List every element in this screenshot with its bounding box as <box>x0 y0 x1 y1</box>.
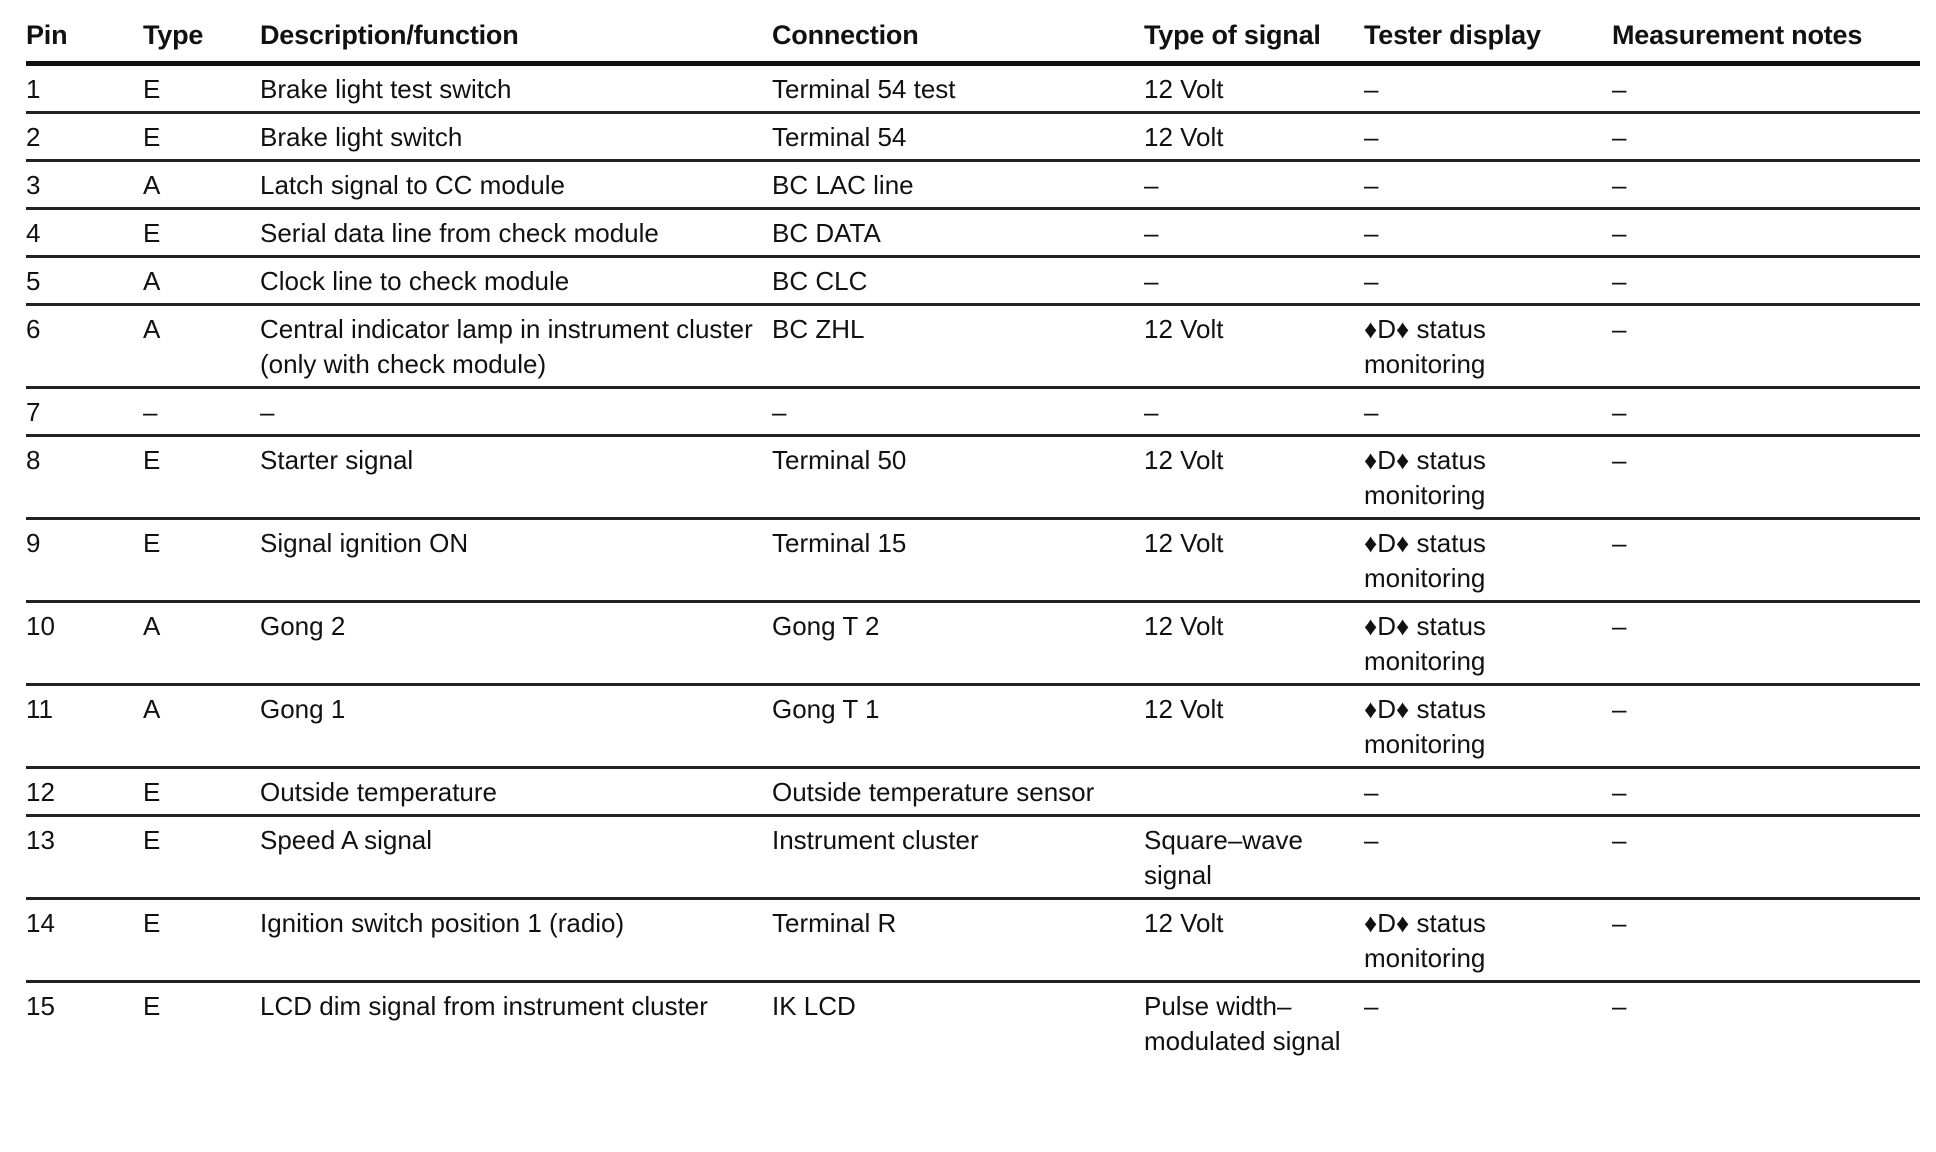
cell-measurement-notes: – <box>1612 257 1920 305</box>
cell-description: Ignition switch position 1 (radio) <box>260 899 772 982</box>
cell-type: A <box>143 257 260 305</box>
cell-measurement-notes: – <box>1612 388 1920 436</box>
cell-tester-display: – <box>1364 257 1612 305</box>
header-description: Description/function <box>260 18 772 64</box>
table-row <box>26 436 1920 519</box>
cell-pin: 7 <box>26 388 143 436</box>
header-connection: Connection <box>772 18 1144 64</box>
cell-measurement-notes: – <box>1612 899 1920 982</box>
table-row <box>26 602 1920 685</box>
cell-tester-display: – <box>1364 113 1612 161</box>
cell-type: A <box>143 685 260 768</box>
cell-type: E <box>143 519 260 602</box>
cell-description: Serial data line from check module <box>260 209 772 257</box>
cell-tester-display: ♦D♦ status monitoring <box>1364 685 1612 768</box>
cell-type: E <box>143 991 161 1021</box>
cell-signal-type: Pulse width–modulated signal <box>1144 991 1341 1056</box>
cell-type: A <box>143 305 260 388</box>
cell-signal-type: – <box>1144 257 1364 305</box>
cell-pin: 4 <box>26 209 143 257</box>
header-type: Type <box>143 18 260 64</box>
cell-pin: 6 <box>26 305 143 388</box>
cell-connection: Terminal 54 <box>772 113 1144 161</box>
cell-tester-display: – <box>1364 209 1612 257</box>
cell-measurement-notes: – <box>1612 768 1920 816</box>
table-row <box>26 816 1920 899</box>
cell-connection: Instrument cluster <box>772 816 1144 899</box>
header-signal-type: Type of signal <box>1144 18 1364 64</box>
cell-tester-display: – <box>1364 64 1612 113</box>
table-row <box>26 305 1920 388</box>
cell-pin: 9 <box>26 519 143 602</box>
cell-measurement-notes: – <box>1612 305 1920 388</box>
cell-measurement-notes: – <box>1612 64 1920 113</box>
cell-connection: Terminal 15 <box>772 519 1144 602</box>
cell-connection: Terminal 54 test <box>772 64 1144 113</box>
table-row <box>26 64 1920 113</box>
pin-assignment-page <box>26 18 1920 1063</box>
cell-signal-type: 12 Volt <box>1144 305 1364 388</box>
cell-pin: 5 <box>26 257 143 305</box>
cell-description: – <box>260 388 772 436</box>
table-row <box>26 161 1920 209</box>
cell-signal-type: 12 Volt <box>1144 436 1364 519</box>
cell-tester-display: – <box>1364 388 1612 436</box>
cell-measurement-notes: – <box>1612 209 1920 257</box>
cell-pin: 10 <box>26 602 143 685</box>
cell-description: Outside temperature <box>260 768 772 816</box>
cell-connection: BC ZHL <box>772 305 1144 388</box>
cell-signal-type: – <box>1144 209 1364 257</box>
cell-connection: Outside temperature sensor <box>772 768 1144 816</box>
header-pin: Pin <box>26 18 143 64</box>
cell-pin: 1 <box>26 64 143 113</box>
cell-type: E <box>143 209 260 257</box>
cell-description: Brake light test switch <box>260 64 772 113</box>
pin-assignment-table <box>26 18 1920 1063</box>
cell-description: Gong 1 <box>260 685 772 768</box>
cell-connection: – <box>772 388 1144 436</box>
cell-pin: 14 <box>26 899 143 982</box>
cell-measurement-notes: – <box>1612 602 1920 685</box>
cell-signal-type <box>1144 768 1364 816</box>
cell-tester-display: – <box>1364 816 1612 899</box>
cell-measurement-notes: – <box>1612 161 1920 209</box>
cell-description: Starter signal <box>260 436 772 519</box>
header-row <box>26 18 1920 64</box>
cell-pin: 13 <box>26 816 143 899</box>
cell-type: – <box>143 388 260 436</box>
cell-signal-type: – <box>1144 388 1364 436</box>
cell-pin: 2 <box>26 113 143 161</box>
table-row <box>26 685 1920 768</box>
table-row <box>26 519 1920 602</box>
cell-type: A <box>143 602 260 685</box>
cell-type: E <box>143 768 260 816</box>
cell-type: E <box>143 899 260 982</box>
table-row <box>26 899 1920 982</box>
cell-description: Signal ignition ON <box>260 519 772 602</box>
cell-signal-type: 12 Volt <box>1144 113 1364 161</box>
cell-pin: 8 <box>26 436 143 519</box>
cell-connection: Gong T 2 <box>772 602 1144 685</box>
cell-signal-type: 12 Volt <box>1144 519 1364 602</box>
table-header <box>26 18 1920 64</box>
cell-tester-display: – <box>1364 161 1612 209</box>
cell-connection: BC LAC line <box>772 161 1144 209</box>
cell-description: Brake light switch <box>260 113 772 161</box>
cell-type: A <box>143 161 260 209</box>
cell-tester-display: ♦D♦ status monitoring <box>1364 899 1612 982</box>
cell-description: Gong 2 <box>260 602 772 685</box>
cell-connection: BC CLC <box>772 257 1144 305</box>
cell-measurement-notes: – <box>1612 685 1920 768</box>
cell-pin: 3 <box>26 161 143 209</box>
cell-type: E <box>143 436 260 519</box>
cell-type: E <box>143 816 260 899</box>
cell-measurement-notes: – <box>1612 113 1920 161</box>
cell-tester-display: ♦D♦ status monitoring <box>1364 436 1612 519</box>
cell-description: Clock line to check module <box>260 257 772 305</box>
cell-type: E <box>143 64 260 113</box>
table-body <box>26 64 1920 1064</box>
cell-signal-type: 12 Volt <box>1144 899 1364 982</box>
cell-measurement-notes: – <box>1612 519 1920 602</box>
cell-description: Latch signal to CC module <box>260 161 772 209</box>
header-measurement-notes: Measurement notes <box>1612 18 1920 64</box>
cell-measurement-notes: – <box>1612 436 1920 519</box>
cell-measurement-notes: – <box>1612 816 1920 899</box>
cell-signal-type: – <box>1144 161 1364 209</box>
cell-connection: Terminal 50 <box>772 436 1144 519</box>
cell-pin: 15 <box>26 991 55 1021</box>
cell-tester-display: ♦D♦ status monitoring <box>1364 519 1612 602</box>
cell-connection: BC DATA <box>772 209 1144 257</box>
table-row <box>26 209 1920 257</box>
cell-signal-type: 12 Volt <box>1144 685 1364 768</box>
cell-description: LCD dim signal from instrument cluster <box>260 991 708 1021</box>
cell-description: Central indicator lamp in instrument cluster (only with check module) <box>260 305 772 388</box>
cell-tester-display: ♦D♦ status monitoring <box>1364 305 1612 388</box>
cell-tester-display: ♦D♦ status monitoring <box>1364 602 1612 685</box>
cell-type: E <box>143 113 260 161</box>
table-row <box>26 982 1920 1064</box>
cell-signal-type: Square–wave signal <box>1144 816 1364 899</box>
cell-tester-display: – <box>1364 768 1612 816</box>
cell-signal-type: 12 Volt <box>1144 602 1364 685</box>
cell-connection: Terminal R <box>772 899 1144 982</box>
table-row <box>26 768 1920 816</box>
cell-tester-display: – <box>1364 991 1379 1021</box>
table-row <box>26 257 1920 305</box>
cell-description: Speed A signal <box>260 816 772 899</box>
cell-connection: IK LCD <box>772 991 856 1021</box>
cell-pin: 11 <box>26 685 143 768</box>
cell-pin: 12 <box>26 768 143 816</box>
table-row <box>26 113 1920 161</box>
table-row <box>26 388 1920 436</box>
cell-connection: Gong T 1 <box>772 685 1144 768</box>
cell-signal-type: 12 Volt <box>1144 64 1364 113</box>
cell-measurement-notes: – <box>1612 991 1627 1021</box>
header-tester-display: Tester display <box>1364 18 1612 64</box>
